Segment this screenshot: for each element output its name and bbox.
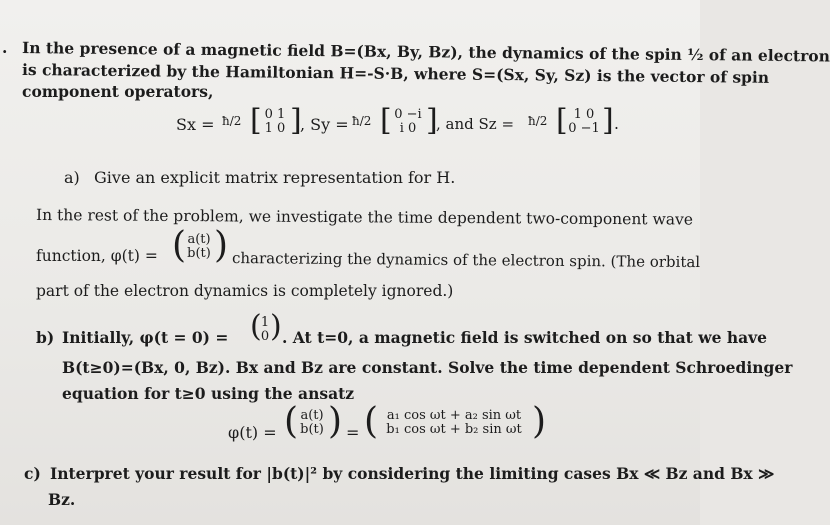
part-c-line-2: Bz.: [48, 490, 76, 509]
ansatz-paren-left: (: [284, 401, 299, 442]
wavefunction-paren-left: (: [172, 225, 187, 266]
initial-paren-right: ): [270, 309, 282, 344]
wavefunction-vector: [182, 233, 216, 260]
ansatz-equals: =: [346, 423, 360, 442]
wavefunction-b: b(t): [187, 245, 211, 261]
part-b-label: b): [36, 328, 55, 347]
sy-bracket-left: [: [380, 103, 392, 138]
sz-bracket-left: [: [556, 103, 568, 138]
part-a-label: a): [64, 168, 80, 187]
sy-bracket-right: ]: [426, 103, 438, 138]
intro-line-1: In the presence of a magnetic field B=(Bx, By, Bz), the dynamics of the spin ½ of an electron: [21, 38, 830, 66]
sz-matrix: [564, 108, 604, 135]
problem-number-marker: .: [2, 38, 8, 57]
part-b-line-1-post: . At t=0, a magnetic field is switched on so that we have: [282, 328, 768, 347]
rest-line-3: part of the electron dynamics is completely ignored.): [36, 282, 454, 300]
sy-matrix: [388, 108, 428, 135]
sy-row-1: 0 −i: [394, 107, 422, 122]
part-c-line-1: Interpret your result for |b(t)|² by considering the limiting cases Bx ≪ Bz and Bx ≫: [50, 464, 775, 483]
sz-prefactor: ħ/2: [528, 114, 548, 128]
intro-line-2: is characterized by the Hamiltonian H=-S·B, where S=(Sx, Sy, Sz) is the vector of spin: [21, 60, 770, 87]
ansatz-b: b(t): [300, 421, 324, 437]
matrices-end: .: [614, 115, 619, 133]
ansatz-a: a(t): [300, 408, 324, 423]
ansatz-rhs-bottom: b₁ cos ωt + b₂ sin ωt: [386, 421, 522, 437]
sx-prefactor: ħ/2: [222, 114, 242, 128]
sx-lhs: Sx =: [176, 115, 215, 134]
rest-line-1: In the rest of the problem, we investigate the time dependent two-component wave: [35, 206, 694, 229]
ansatz-lhs: φ(t) =: [228, 423, 277, 442]
sx-row-2: 1 0: [264, 120, 286, 136]
ansatz-rhs-top: a₁ cos ωt + a₂ sin ωt: [386, 408, 522, 423]
ansatz-rhs-paren-right: ): [532, 401, 547, 442]
part-b-line-3: equation for t≥0 using the ansatz: [62, 384, 355, 403]
sy-row-2: i 0: [399, 120, 417, 136]
wavefunction-paren-right: ): [214, 225, 229, 266]
part-c-label: c): [24, 464, 41, 483]
wavefunction-a: a(t): [187, 232, 211, 247]
sy-prefactor: ħ/2: [352, 114, 372, 128]
initial-paren-left: (: [250, 309, 262, 344]
sz-lhs: , and Sz =: [436, 115, 515, 133]
sy-lhs: , Sy =: [300, 115, 349, 134]
sx-bracket-right: ]: [290, 103, 302, 138]
initial-bottom: 0: [260, 328, 270, 344]
part-b-line-2: B(t≥0)=(Bx, 0, Bz). Bx and Bz are constant. Solve the time dependent Schroedinger: [62, 358, 793, 377]
ansatz-paren-right: ): [328, 401, 343, 442]
intro-line-3: component operators,: [22, 82, 214, 101]
part-a-text: Give an explicit matrix representation for H.: [94, 168, 456, 187]
rest-line-2-post: characterizing the dynamics of the electron spin. (The orbital: [231, 249, 701, 272]
sz-row-1: 1 0: [573, 107, 595, 122]
sx-row-1: 0 1: [264, 107, 286, 122]
part-b-line-1-pre: Initially, φ(t = 0) =: [62, 328, 229, 347]
ansatz-vector: [294, 409, 330, 436]
rest-line-2-pre: function, φ(t) =: [36, 247, 158, 265]
ansatz-rhs-paren-left: (: [364, 401, 379, 442]
sz-row-2: 0 −1: [568, 120, 600, 136]
sx-matrix: [258, 108, 292, 135]
sz-bracket-right: ]: [602, 103, 614, 138]
ansatz-rhs-vector: [374, 409, 534, 436]
initial-top: 1: [260, 315, 270, 330]
sx-bracket-left: [: [250, 103, 262, 138]
